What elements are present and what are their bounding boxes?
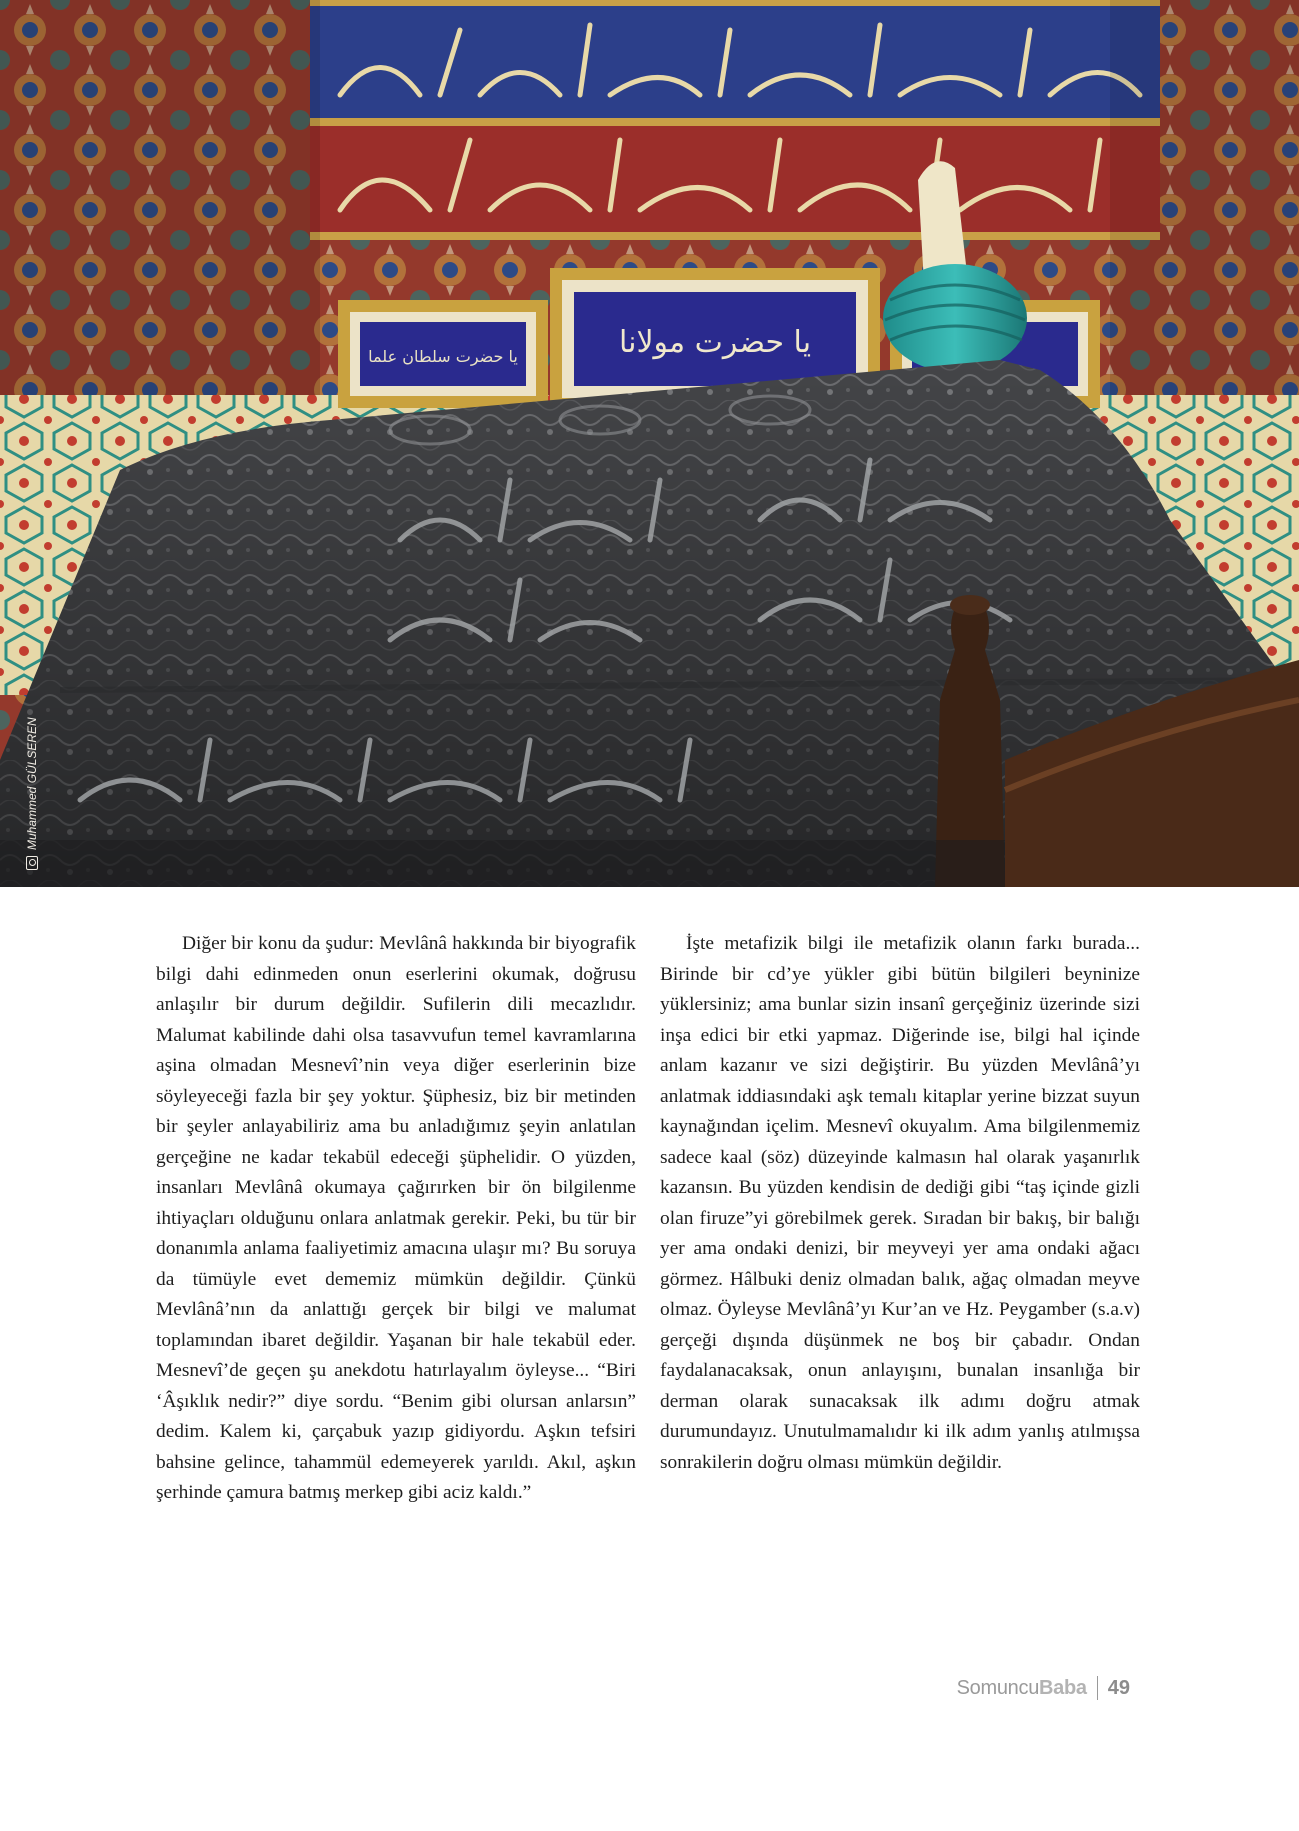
footer-divider [1097,1676,1098,1700]
plaque-left-text: يا حضرت سلطان علما [368,347,518,366]
article-paragraph: İşte metafizik bilgi ile metafizik olanın farkı burada... Birinde bir cd’ye yükler gibi bütün bilgileri beyninize yüklersiniz; ama bunlar sizin insanî gerçeğiniz üzerinde sizi inşa edici bir etki yapmaz. Diğerinde ise, bilgi hal içinde anlam kazanır ve sizi değiştirir. Bu yüzden Mevlânâ’yı anlatmak iddiasındaki aşk temalı kitaplar yerine bizzat suyun kaynağından içelim. Mesnevî okuyalım. Ama bilgilenmemiz sadece kaal (söz) düzeyinde kalmasın hal olarak yaşanırlık kazansın. Bu yüzden kendisin de dediği gibi “taş içinde gizli olan firuze”yi görebilmek gerek. Sıradan bir bakış, bir balığı yer ama ondaki denizi, bir meyveyi yer ama ondaki ağacı görmez. Hâlbuki deniz olmadan balık, ağaç olmadan meyve olmaz. Öyleyse Mevlânâ’yı Kur’an ve Hz. Peygamber (s.a.v) gerçeği dışında düşünmek ne boş bir çabadır. Ondan faydalanacaksak, onun anlayışını, bunalan insanlığa bir derman olarak sunacaksak ilk adımı doğru atmak durumundayız. Unutulmamalıdır ki ilk adım yanlış atılmışsa sonrakilerin doğru olması mümkün değildir. [660,933,1140,1473]
magazine-name-part1: Somuncu [956,1676,1040,1699]
page-footer [957,1674,1130,1702]
photo-credit-name: Muhammed GÜLSEREN [25,717,39,850]
article-column-right [660,929,1140,1478]
camera-icon [26,856,38,870]
page-number: 49 [1107,1676,1130,1699]
article-paragraph: Diğer bir konu da şudur: Mevlânâ hakkında bir biyografik bilgi dahi edinmeden onun eserlerini okumak, doğrusu anlaşılır bir durum değildir. Sufilerin dili mecazlıdır. Malumat kabilinde dahi olsa tasavvufun temel kavramlarına aşina olmadan Mesnevî’nin veya diğer eserlerinin bize söyleyeceği fazla bir şey yoktur. Şüphesiz, biz bir metinden bir şeyler anlayabiliriz ama bu anladığımız şeyin anlatılan gerçeğine ne kadar tekabül edeceği şüphelidir. O yüzden, insanları Mevlânâ okumaya çağırırken bir ön bilgilenme ihtiyaçları olduğunu onlara anlatmak gerekir. Peki, bu tür bir donanımla anlama faaliyetimiz amacına ulaşır mı? Bu soruya da tümüyle evet dememiz mümkün değildir. Çünkü Mevlânâ’nın da anlattığı gerçek bir bilgi ve malumat toplamından ibaret değildir. Yaşanan bir hale tekabül eder. Mesnevî’de geçen şu anekdotu hatırlayalım öyleyse... “Biri ‘Âşıklık nedir?” diye sordu. “Benim gibi olursan anlarsın” dedim. Kalem ki, çarçabuk yazıp gidiyordu. Aşkın tefsiri bahsine gelince, tahammül edemeyerek yarıldı. Akıl, aşkın şerhinde çamura batmış merkep gibi aciz kaldı.” [156,933,636,1503]
article-column-left [156,929,636,1509]
plaque-center-text: يا حضرت مولانا [618,325,812,360]
tomb-photo [0,0,1299,887]
photo-credit [22,670,42,870]
magazine-name-part2: Baba [1039,1676,1087,1699]
tomb-illustration [0,0,1299,887]
